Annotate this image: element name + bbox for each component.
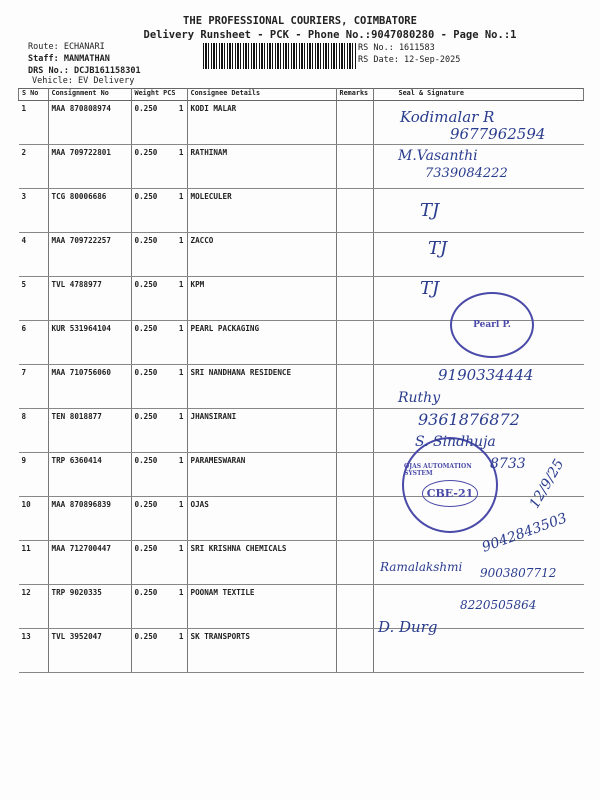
signature: TJ xyxy=(420,200,440,221)
handwritten-phone: 8220505864 xyxy=(460,598,537,612)
col-seal-signature: Seal & Signature xyxy=(373,89,584,101)
weight: 0.250 xyxy=(134,368,158,377)
col-consignee: Consignee Details xyxy=(187,89,336,101)
consignee: SRI NANDHANA RESIDENCE xyxy=(187,365,336,409)
weight-pcs xyxy=(131,321,187,365)
weight-pcs xyxy=(131,453,187,497)
handwritten-phone: 9003807712 xyxy=(480,566,557,580)
consignment-no: TEN 8018877 xyxy=(48,409,131,453)
weight: 0.250 xyxy=(134,104,158,113)
handwritten-phone: 9361876872 xyxy=(418,410,520,429)
weight-pcs xyxy=(131,277,187,321)
remarks xyxy=(336,101,373,145)
pcs: 1 xyxy=(178,236,184,245)
consignee: MOLECULER xyxy=(187,189,336,233)
consignee: RATHINAM xyxy=(187,145,336,189)
consignee: KPM xyxy=(187,277,336,321)
barcode xyxy=(203,43,356,69)
remarks xyxy=(336,189,373,233)
stamp-ring-text: OJAS AUTOMATION SYSTEM xyxy=(404,463,472,477)
consignment-no: MAA 710756060 xyxy=(48,365,131,409)
stamp-center-text: CBE-21 xyxy=(422,480,479,507)
col-remarks: Remarks xyxy=(336,89,373,101)
pcs: 1 xyxy=(178,324,184,333)
table-row xyxy=(19,629,584,673)
signature: TJ xyxy=(420,278,440,299)
consignment-no: TCG 80006686 xyxy=(48,189,131,233)
remarks xyxy=(336,321,373,365)
weight: 0.250 xyxy=(134,280,158,289)
consignee: POONAM TEXTILE xyxy=(187,585,336,629)
pcs: 1 xyxy=(178,412,184,421)
weight-pcs xyxy=(131,233,187,277)
stamp-text: Pearl P. xyxy=(473,320,511,330)
sno: 11 xyxy=(19,541,49,585)
remarks xyxy=(336,497,373,541)
handwritten-phone: 9190334444 xyxy=(438,366,534,384)
weight: 0.250 xyxy=(134,236,158,245)
sno: 6 xyxy=(19,321,49,365)
sno: 4 xyxy=(19,233,49,277)
rs-date: RS Date: 12-Sep-2025 xyxy=(358,55,461,65)
route: Route: ECHANARI xyxy=(28,42,105,52)
remarks xyxy=(336,233,373,277)
weight: 0.250 xyxy=(134,588,158,597)
col-weight-pcs: Weight PCS xyxy=(131,89,187,101)
sno: 5 xyxy=(19,277,49,321)
pcs: 1 xyxy=(178,280,184,289)
weight-pcs xyxy=(131,541,187,585)
pcs: 1 xyxy=(178,192,184,201)
seal-signature xyxy=(373,189,584,233)
pcs: 1 xyxy=(178,588,184,597)
col-consignment: Consignment No xyxy=(48,89,131,101)
remarks xyxy=(336,585,373,629)
consignment-no: MAA 870896839 xyxy=(48,497,131,541)
rs-number: RS No.: 1611583 xyxy=(358,43,435,53)
ojas-seal-stamp xyxy=(402,437,498,533)
pcs: 1 xyxy=(178,368,184,377)
remarks xyxy=(336,365,373,409)
staff: Staff: MANMATHAN xyxy=(28,54,110,64)
consignee: OJAS xyxy=(187,497,336,541)
handwritten-phone: 8733 xyxy=(490,456,526,472)
pcs: 1 xyxy=(178,104,184,113)
sno: 13 xyxy=(19,629,49,673)
consignee: SRI KRISHNA CHEMICALS xyxy=(187,541,336,585)
signature: D. Durg xyxy=(378,618,438,636)
weight: 0.250 xyxy=(134,324,158,333)
remarks xyxy=(336,541,373,585)
consignee: PEARL PACKAGING xyxy=(187,321,336,365)
weight-pcs xyxy=(131,145,187,189)
remarks xyxy=(336,145,373,189)
pcs: 1 xyxy=(178,632,184,641)
col-sno: S No xyxy=(19,89,49,101)
table-row xyxy=(19,233,584,277)
weight: 0.250 xyxy=(134,544,158,553)
weight: 0.250 xyxy=(134,456,158,465)
consignment-no: TRP 6360414 xyxy=(48,453,131,497)
signature: TJ xyxy=(428,238,448,259)
weight-pcs xyxy=(131,497,187,541)
signature: M.Vasanthi xyxy=(398,148,478,164)
handwritten-phone: 7339084222 xyxy=(425,166,508,181)
sno: 3 xyxy=(19,189,49,233)
pcs: 1 xyxy=(178,148,184,157)
sno: 2 xyxy=(19,145,49,189)
consignee: PARAMESWARAN xyxy=(187,453,336,497)
pcs: 1 xyxy=(178,456,184,465)
pcs: 1 xyxy=(178,500,184,509)
company-title: THE PROFESSIONAL COURIERS, COIMBATORE xyxy=(183,15,417,27)
weight: 0.250 xyxy=(134,500,158,509)
weight-pcs xyxy=(131,189,187,233)
remarks xyxy=(336,629,373,673)
weight-pcs xyxy=(131,409,187,453)
seal-signature xyxy=(373,233,584,277)
signature: Kodimalar R xyxy=(400,108,495,126)
sno: 12 xyxy=(19,585,49,629)
weight-pcs xyxy=(131,365,187,409)
weight: 0.250 xyxy=(134,632,158,641)
remarks xyxy=(336,277,373,321)
runsheet-subtitle: Delivery Runsheet - PCK - Phone No.:9047080280 - Page No.:1 xyxy=(143,29,517,41)
consignment-no: KUR 531964104 xyxy=(48,321,131,365)
consignment-no: TVL 4788977 xyxy=(48,277,131,321)
drs-number: DRS No.: DCJB161158301 xyxy=(28,66,141,76)
consignee: ZACCO xyxy=(187,233,336,277)
weight-pcs xyxy=(131,585,187,629)
sno: 8 xyxy=(19,409,49,453)
weight-pcs xyxy=(131,101,187,145)
handwritten-phone: 9677962594 xyxy=(450,125,546,143)
consignment-no: TVL 3952047 xyxy=(48,629,131,673)
handwritten-phone: 9042843503 xyxy=(479,510,570,556)
signature: Ruthy xyxy=(398,390,441,406)
weight: 0.250 xyxy=(134,412,158,421)
signature: S. Sindhuja xyxy=(415,434,496,450)
remarks xyxy=(336,453,373,497)
handwritten-date: 12/9/25 xyxy=(526,456,568,512)
consignee: SK TRANSPORTS xyxy=(187,629,336,673)
sno: 1 xyxy=(19,101,49,145)
consignment-no: MAA 709722257 xyxy=(48,233,131,277)
remarks xyxy=(336,409,373,453)
signature: Ramalakshmi xyxy=(380,560,463,574)
consignment-no: MAA 870808974 xyxy=(48,101,131,145)
weight: 0.250 xyxy=(134,148,158,157)
sno: 7 xyxy=(19,365,49,409)
table-header xyxy=(19,89,584,101)
consignment-no: TRP 9020335 xyxy=(48,585,131,629)
weight-pcs xyxy=(131,629,187,673)
pcs: 1 xyxy=(178,544,184,553)
consignee: KODI MALAR xyxy=(187,101,336,145)
sno: 9 xyxy=(19,453,49,497)
consignment-no: MAA 709722801 xyxy=(48,145,131,189)
sno: 10 xyxy=(19,497,49,541)
table-row xyxy=(19,189,584,233)
vehicle: Vehicle: EV Delivery xyxy=(32,76,135,86)
pearl-seal-stamp xyxy=(450,292,534,358)
consignment-no: MAA 712700447 xyxy=(48,541,131,585)
consignee: JHANSIRANI xyxy=(187,409,336,453)
weight: 0.250 xyxy=(134,192,158,201)
